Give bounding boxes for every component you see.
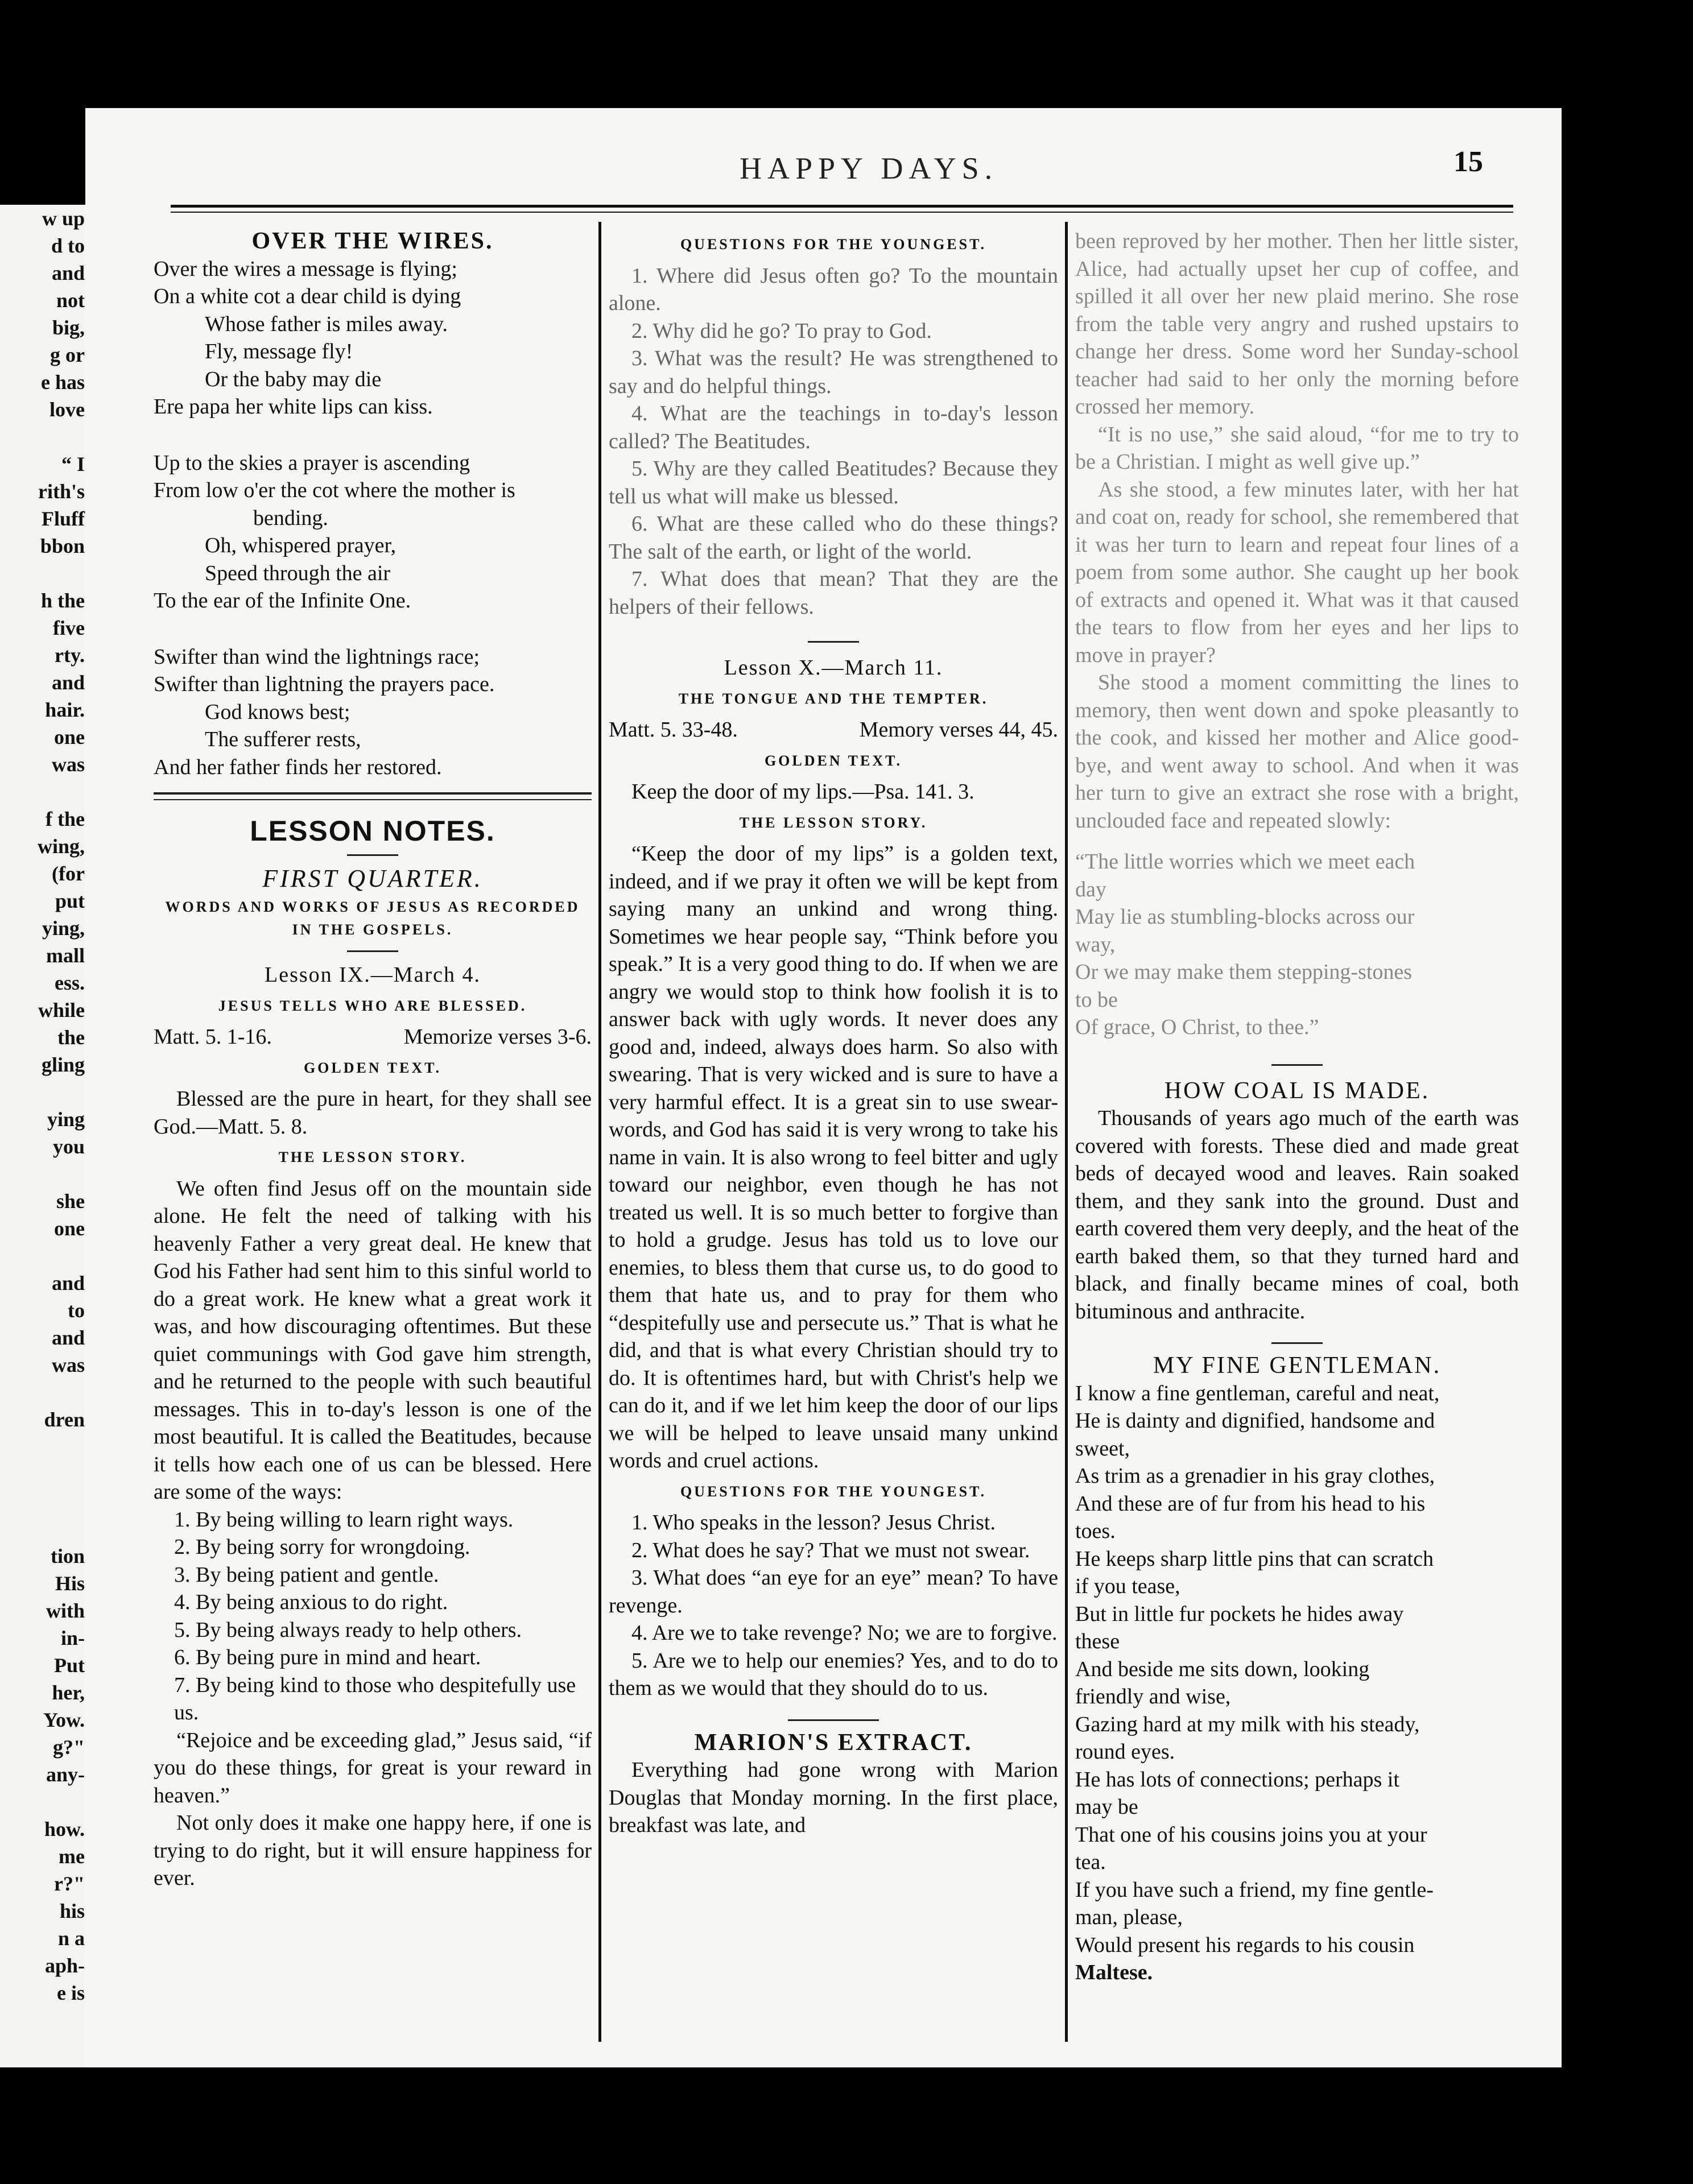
verse-line: May lie as stumbling-blocks across our bbox=[1075, 905, 1415, 929]
paragraph: been reproved by her mother. Then her little sister, Alice, had actually upset her cup of coffee, and spilled it all over her new plaid merino. She rose from the table very angry and rushed upstairs to change her dress. Some word her Sunday-school teacher had said to her only the morning before crossed her memory. bbox=[1075, 229, 1519, 419]
poem-line: Fly, message fly! bbox=[205, 340, 353, 363]
edge-text-fragment: ying bbox=[47, 1108, 85, 1131]
page-header-title: HAPPY DAYS. bbox=[740, 151, 998, 185]
verse-line: way, bbox=[1075, 932, 1116, 957]
poem-line: And beside me sits down, looking bbox=[1075, 1657, 1370, 1681]
short-rule bbox=[347, 854, 398, 856]
question-item: 1. Where did Jesus often go? To the mountain alone. bbox=[609, 263, 1058, 315]
previous-page-edge bbox=[0, 205, 88, 2067]
edge-text-fragment: r?" bbox=[54, 1872, 85, 1895]
edge-text-fragment: not bbox=[56, 289, 85, 312]
edge-text-fragment: and bbox=[51, 1326, 85, 1349]
edge-text-fragment: put bbox=[55, 890, 85, 912]
marion-extract-start: Everything had gone wrong with Marion Douglas that Monday morning. In the first place, breakfast was late, and bbox=[609, 1758, 1058, 1837]
golden-text-label: GOLDEN TEXT. bbox=[303, 1059, 442, 1076]
edge-text-fragment: she bbox=[56, 1190, 85, 1213]
column-2 bbox=[609, 228, 1058, 1839]
paragraph: As she stood, a few minutes later, with her hat and coat on, ready for school, she remembered that it was her turn to learn and repeat four lines of a poem from some author. She caught up her book of extracts and opened it. What was it that caused the tears to flow from her eyes and her lips to move in prayer? bbox=[1075, 477, 1519, 667]
coal-paragraph: Thousands of years ago much of the earth was covered with forests. These died and made great beds of decayed wood and leaves. Rain soaked them, and they sank into the ground. Dust and earth covered them very deeply, and the heat of the earth baked them, so that they turned hard and black, and finally became mines of coal, both bituminous and anthracite. bbox=[1075, 1106, 1519, 1323]
question-item: 3. What was the result? He was strengthened to say and do helpful things. bbox=[609, 346, 1058, 398]
rejoice-paragraph: “Rejoice and be exceeding glad,” Jesus said, “if you do these things, for great is your reward in heaven.” bbox=[154, 1728, 592, 1807]
edge-text-fragment: Put bbox=[54, 1654, 85, 1677]
poem-line: Gazing hard at my milk with his steady, bbox=[1075, 1712, 1420, 1736]
questions-list-1 bbox=[609, 262, 1058, 621]
poem-line: man, please, bbox=[1075, 1905, 1183, 1929]
edge-text-fragment: w up bbox=[42, 207, 85, 230]
poem-line: That one of his cousins joins you at your bbox=[1075, 1822, 1427, 1847]
marion-extract-title: MARION'S EXTRACT. bbox=[694, 1729, 973, 1756]
edge-text-fragment: wing, bbox=[37, 835, 85, 858]
edge-text-fragment: aph- bbox=[44, 1954, 85, 1977]
short-rule bbox=[808, 641, 859, 643]
ref-memorize: Memorize verses 3-6. bbox=[403, 1025, 592, 1049]
poem-line: tea. bbox=[1075, 1850, 1106, 1874]
poem-line: these bbox=[1075, 1629, 1120, 1653]
list-item: 5. By being always ready to help others. bbox=[174, 1618, 522, 1642]
poem-line: bending. bbox=[253, 506, 328, 530]
verse-line: to be bbox=[1075, 987, 1118, 1012]
edge-text-fragment: g or bbox=[50, 344, 85, 366]
poem-line: friendly and wise, bbox=[1075, 1685, 1231, 1709]
questions-list-2 bbox=[609, 1509, 1058, 1702]
question-item: 4. Are we to take revenge? No; we are to forgive. bbox=[631, 1621, 1058, 1645]
edge-text-fragment: one bbox=[54, 726, 85, 748]
words-works-subheading: WORDS AND WORKS OF JESUS AS RECORDED IN THE GOSPELS. bbox=[165, 899, 580, 938]
poem-line: He has lots of connections; perhaps it bbox=[1075, 1767, 1399, 1792]
list-item: 4. By being anxious to do right. bbox=[174, 1590, 448, 1614]
poem-over-the-wires bbox=[154, 255, 592, 781]
poem-line: And these are of fur from his head to his bbox=[1075, 1491, 1426, 1516]
poem-line: Swifter than wind the lightnings race; bbox=[154, 644, 480, 669]
ways-list bbox=[154, 1506, 592, 1727]
edge-text-fragment: one bbox=[54, 1217, 85, 1240]
edge-text-fragment: Yow. bbox=[43, 1709, 85, 1731]
edge-text-fragment: “ I bbox=[61, 453, 85, 475]
edge-text-fragment: you bbox=[52, 1135, 85, 1158]
lesson-notes-heading: LESSON NOTES. bbox=[250, 815, 495, 847]
poem-line: Would present his regards to his cousin bbox=[1075, 1933, 1415, 1957]
verse-line: Or we may make them stepping-stones bbox=[1075, 960, 1413, 984]
lesson-story-label: THE LESSON STORY. bbox=[278, 1149, 467, 1165]
ref-passage: Matt. 5. 33-48. bbox=[609, 718, 738, 742]
question-item: 5. Are we to help our enemies? Yes, and to do to them as we would that they should do to us. bbox=[609, 1648, 1058, 1700]
coal-title: HOW COAL IS MADE. bbox=[1164, 1077, 1430, 1104]
header-rule-thin bbox=[171, 212, 1513, 213]
edge-text-fragment: and bbox=[51, 262, 85, 284]
scripture-reference bbox=[154, 1023, 592, 1051]
poem-line: If you have such a friend, my fine gentle- bbox=[1075, 1877, 1434, 1902]
poem-line: Up to the skies a prayer is ascending bbox=[154, 450, 470, 475]
gentleman-title: MY FINE GENTLEMAN. bbox=[1153, 1352, 1442, 1379]
poem-line: Or the baby may die bbox=[205, 367, 382, 391]
poem-line: The sufferer rests, bbox=[205, 727, 361, 751]
edge-text-fragment: his bbox=[59, 1900, 85, 1922]
edge-text-fragment: me bbox=[59, 1845, 85, 1868]
poem-line: I know a fine gentleman, careful and neat, bbox=[1075, 1381, 1440, 1405]
verse-line: day bbox=[1075, 877, 1106, 901]
golden-text-label: GOLDEN TEXT. bbox=[764, 752, 903, 769]
lesson-ix-title: JESUS TELLS WHO ARE BLESSED. bbox=[218, 997, 527, 1014]
edge-text-fragment: five bbox=[53, 617, 85, 639]
poem-line: Ere papa her white lips can kiss. bbox=[154, 395, 433, 419]
edge-text-fragment: to bbox=[68, 1299, 85, 1322]
list-item: 3. By being patient and gentle. bbox=[174, 1562, 439, 1587]
poem-line: Oh, whispered prayer, bbox=[205, 533, 397, 557]
edge-text-fragment: while bbox=[38, 999, 85, 1021]
question-item: 4. What are the teachings in to-day's lesson called? The Beatitudes. bbox=[609, 402, 1058, 453]
edge-text-fragment: big, bbox=[52, 316, 85, 339]
poem-title: OVER THE WIRES. bbox=[251, 228, 494, 254]
lesson-x-title: THE TONGUE AND THE TEMPTER. bbox=[678, 690, 989, 707]
question-item: 1. Who speaks in the lesson? Jesus Christ. bbox=[631, 1511, 996, 1534]
poem-line: Speed through the air bbox=[205, 561, 391, 585]
lesson-story: We often find Jesus off on the mountain side alone. He felt the need of talking with his heavenly Father a very great deal. He knew that God his Father had sent him to this sinful world to do a great work. He knew what a great work it was, and how discouraging oftentimes. But these quiet communings with God gave him strength, and he returned to the people with such beautiful messages. This in to-day's lesson is one of the most beautiful. It is called the Beatitudes, because it tells how each one of us can be blessed. Here are some of the ways: bbox=[154, 1176, 592, 1504]
short-rule bbox=[1271, 1064, 1323, 1066]
edge-text-fragment: h the bbox=[40, 589, 85, 612]
edge-text-fragment: hair. bbox=[45, 698, 85, 721]
edge-text-fragment: Fluff bbox=[42, 507, 85, 530]
edge-text-fragment: rith's bbox=[38, 480, 85, 503]
lesson-x-heading: Lesson X.—March 11. bbox=[724, 656, 943, 680]
poem-line: He is dainty and dignified, handsome and bbox=[1075, 1409, 1435, 1433]
column-3 bbox=[1075, 228, 1519, 1987]
edge-text-fragment: the bbox=[57, 1026, 85, 1049]
gentleman-poem bbox=[1075, 1380, 1519, 1987]
edge-text-fragment: ying, bbox=[42, 917, 85, 940]
page-number: 15 bbox=[1453, 146, 1483, 178]
question-item: 6. What are these called who do these things? The salt of the earth, or light of the world. bbox=[609, 512, 1058, 564]
edge-text-fragment: gling bbox=[41, 1053, 85, 1076]
first-quarter-heading: FIRST QUARTER. bbox=[262, 864, 483, 892]
section-rule bbox=[154, 792, 592, 800]
poem-line: sweet, bbox=[1075, 1436, 1130, 1461]
edge-text-fragment: n a bbox=[57, 1927, 85, 1950]
edge-text-fragment: ess. bbox=[55, 971, 85, 994]
poem-line: From low o'er the cot where the mother is bbox=[154, 478, 515, 502]
edge-text-fragment: her, bbox=[52, 1681, 85, 1704]
poem-line: On a white cot a dear child is dying bbox=[154, 284, 461, 308]
question-item: 3. What does “an eye for an eye” mean? To have revenge. bbox=[609, 1566, 1058, 1618]
edge-text-fragment: mall bbox=[46, 944, 85, 967]
edge-text-fragment: and bbox=[51, 671, 85, 694]
column-divider-1 bbox=[598, 222, 601, 2042]
golden-text: Keep the door of my lips.—Psa. 141. 3. bbox=[631, 780, 974, 804]
poem-line: Swifter than lightning the prayers pace. bbox=[154, 672, 495, 696]
question-item: 2. What does he say? That we must not swear. bbox=[631, 1538, 1030, 1562]
poem-line: round eyes. bbox=[1075, 1740, 1175, 1764]
lesson-story-label: THE LESSON STORY. bbox=[739, 814, 928, 831]
poem-line: But in little fur pockets he hides away bbox=[1075, 1602, 1404, 1626]
lesson-story: “Keep the door of my lips” is a golden text, indeed, and if we pray it often we will be kept from saying many an unkind and wrong thing. Sometimes we hear people say, “Think before you speak.” It is a very good thing to do. If when we are angry we would stop to think how foolish it is to answer back with ugly words. It never does any good and, indeed, always does harm. So also with swearing. That is very wicked and is sure to have a very harmful effect. It is a great sin to use swear-words, and God has said it is very wrong to take his name in vain. It is also wrong to feel bitter and ugly toward our neighbor, even though he has not treated us well. It is so much better to forgive than to hold a grudge. Jesus has told us to love our enemies, to bless them that curse us, to do good to them that hate us, and to pray for them who “despitefully use and persecute us.” That is what he did, and that is what every Christian should try to do. It is oftentimes hard, but with Christ's help we can do it, and if we let him keep the door of our lips we will be helped to leave unsaid many unkind words and cruel actions. bbox=[609, 842, 1058, 1472]
poem-line: Over the wires a message is flying; bbox=[154, 257, 457, 281]
edge-text-fragment: e is bbox=[57, 1982, 85, 2004]
short-rule bbox=[788, 1719, 879, 1721]
short-rule bbox=[1271, 1342, 1323, 1344]
list-item: 6. By being pure in mind and heart. bbox=[174, 1645, 481, 1669]
edge-text-fragment: d to bbox=[51, 234, 85, 257]
poem-line: To the ear of the Infinite One. bbox=[154, 589, 411, 613]
edge-text-fragment: any- bbox=[46, 1763, 85, 1786]
closing-paragraph: Not only does it make one happy here, if one is trying to do right, but it will ensure happiness for ever. bbox=[154, 1811, 592, 1890]
edge-text-fragment: rty. bbox=[55, 644, 85, 667]
edge-text-fragment: bbon bbox=[40, 535, 85, 557]
marion-extract-continued bbox=[1075, 228, 1519, 1041]
header-rule-thick bbox=[171, 205, 1513, 208]
poem-line: Maltese. bbox=[1075, 1960, 1153, 1984]
questions-label: QUESTIONS FOR THE YOUNGEST. bbox=[680, 236, 987, 253]
poem-line: if you tease, bbox=[1075, 1574, 1180, 1598]
extract-verse bbox=[1075, 848, 1519, 1041]
column-divider-2 bbox=[1065, 222, 1068, 2042]
poem-line: He keeps sharp little pins that can scratch bbox=[1075, 1546, 1434, 1571]
edge-text-fragment: g?" bbox=[53, 1736, 85, 1759]
edge-text-fragment: dren bbox=[44, 1408, 85, 1431]
paragraph: “It is no use,” she said aloud, “for me to try to be a Christian. I might as well give up.” bbox=[1075, 422, 1519, 474]
poem-line: And her father finds her restored. bbox=[154, 755, 442, 779]
verse-line: Of grace, O Christ, to thee.” bbox=[1075, 1015, 1319, 1039]
edge-text-fragment: tion bbox=[50, 1545, 85, 1567]
questions-label: QUESTIONS FOR THE YOUNGEST. bbox=[680, 1483, 987, 1500]
question-item: 7. What does that mean? That they are the helpers of their fellows. bbox=[609, 567, 1058, 619]
short-rule bbox=[347, 950, 398, 952]
poem-line: Whose father is miles away. bbox=[205, 312, 448, 336]
ref-memory: Memory verses 44, 45. bbox=[859, 718, 1058, 742]
scripture-reference bbox=[609, 716, 1058, 744]
poem-line: toes. bbox=[1075, 1519, 1116, 1543]
edge-text-fragment: (for bbox=[52, 862, 85, 885]
list-item: 7. By being kind to those who despitefully use us. bbox=[174, 1673, 576, 1724]
edge-text-fragment: in- bbox=[60, 1627, 85, 1649]
paragraph: She stood a moment committing the lines to memory, then went down and spoke pleasantly to the cook, and kissed her mother and Alice good-bye, and went away to school. And when it was her turn to give an extract she rose with a bright, unclouded face and repeated slowly: bbox=[1075, 671, 1519, 833]
ref-passage: Matt. 5. 1-16. bbox=[154, 1025, 272, 1049]
lesson-ix-heading: Lesson IX.—March 4. bbox=[265, 963, 481, 987]
list-item: 1. By being willing to learn right ways. bbox=[174, 1507, 514, 1532]
question-item: 5. Why are they called Beatitudes? Because they tell us what will make us blessed. bbox=[609, 457, 1058, 508]
question-item: 2. Why did he go? To pray to God. bbox=[631, 318, 932, 343]
poem-line: As trim as a grenadier in his gray clothes, bbox=[1075, 1464, 1435, 1488]
edge-text-fragment: f the bbox=[46, 808, 85, 830]
edge-text-fragment: was bbox=[51, 1354, 85, 1376]
edge-text-fragment: His bbox=[55, 1572, 85, 1595]
edge-text-fragment: was bbox=[51, 753, 85, 776]
edge-text-fragment: with bbox=[46, 1599, 85, 1622]
poem-line: may be bbox=[1075, 1795, 1138, 1819]
poem-line: God knows best; bbox=[205, 700, 350, 724]
edge-text-fragment: and bbox=[51, 1272, 85, 1294]
verse-line: “The little worries which we meet each bbox=[1075, 850, 1415, 874]
golden-text: Blessed are the pure in heart, for they shall see God.—Matt. 5. 8. bbox=[154, 1087, 592, 1139]
edge-text-fragment: e has bbox=[40, 371, 85, 394]
edge-text-fragment: love bbox=[49, 398, 85, 421]
list-item: 2. By being sorry for wrongdoing. bbox=[174, 1535, 470, 1559]
edge-text-fragment: how. bbox=[44, 1818, 85, 1840]
column-1 bbox=[154, 228, 592, 1892]
